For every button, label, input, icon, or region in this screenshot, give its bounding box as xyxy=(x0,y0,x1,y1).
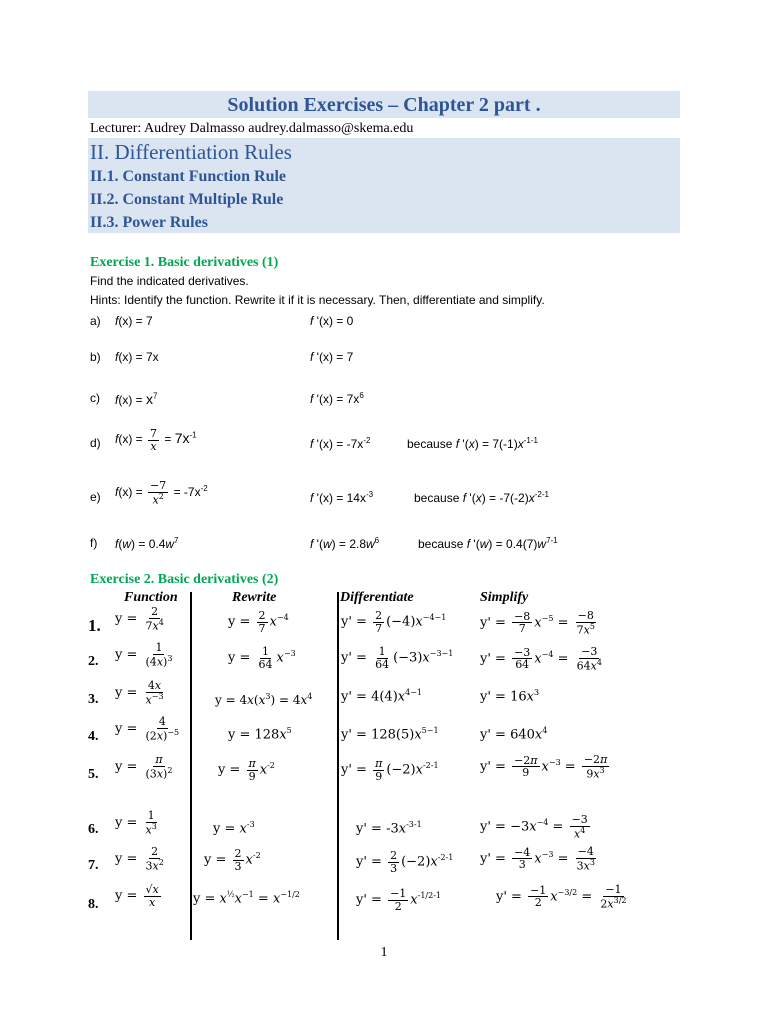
row-8-function: y = $\frac{√x}{x}$ xyxy=(115,883,159,909)
row-4-rewrite: $y = 128x^5$ xyxy=(228,726,292,743)
row-2-function: y = $\frac{1}{(4x)^3}$ xyxy=(115,641,173,669)
row-8-differentiate: y' = $\frac{-1}{2}$ $x^{-1/2-1}$ xyxy=(356,887,442,913)
row-8-label: 8. xyxy=(88,897,99,912)
lecturer-line: Lecturer: Audrey Dalmasso audrey.dalmasso@skema.edu xyxy=(90,121,414,136)
row-1-label: 1. xyxy=(88,616,101,635)
row-5-simplify: y' = $\frac{-2\pi}{9}$ $x^{-3}$ = $\frac{-2\pi}{9x^3}$ xyxy=(480,753,608,781)
page-number: 1 xyxy=(380,945,388,960)
exercise-1-title: Exercise 1. Basic derivatives (1) xyxy=(90,255,279,270)
section-heading: II. Differentiation Rules xyxy=(90,140,292,164)
row-6-label: 6. xyxy=(88,822,99,837)
row-5-differentiate: y' = $\frac{\pi}{9}$ $(-2)x^{-2-1}$ xyxy=(341,757,439,783)
column-divider-1 xyxy=(190,592,192,940)
subsection-2: II.2. Constant Multiple Rule xyxy=(90,191,284,208)
document-title: Solution Exercises – Chapter 2 part . xyxy=(227,94,541,116)
row-1-simplify: y' = $\frac{-8}{7}$ $x^{-5}$ = $\frac{-8}{7x^5}$ xyxy=(480,609,595,637)
subsection-1: II.1. Constant Function Rule xyxy=(90,168,287,185)
column-divider-2 xyxy=(337,592,339,940)
row-1-differentiate: y' = $\frac{2}{7}$ $(-4)x^{-4-1}$ xyxy=(341,609,447,635)
row-3-label: 3. xyxy=(88,692,99,707)
row-4-label: 4. xyxy=(88,729,99,744)
column-header-function: Function xyxy=(124,590,178,605)
row-8-simplify: y' = $\frac{-1}{2}$ $x^{-3/2}$ = $\frac{-1}{2x^{3/2}}$ xyxy=(496,883,627,911)
row-3-function: y = $\frac{4x}{x^{-3}}$ xyxy=(115,679,164,707)
because-label-e: because xyxy=(414,491,460,505)
row-1-rewrite: y = $\frac{2}{7}$ $x^{-4}$ xyxy=(228,609,289,635)
row-6-function: y = $\frac{1}{x^3}$ xyxy=(115,809,157,837)
because-label-f: because xyxy=(418,537,464,551)
row-2-label: 2. xyxy=(88,654,99,669)
row-5-rewrite: y = $\frac{\pi}{9}$ $x^{-2}$ xyxy=(218,757,275,783)
row-5-function: y = $\frac{\pi}{(3x)^2}$ xyxy=(115,753,173,781)
row-7-simplify: y' = $\frac{-4}{3}$ $x^{-3}$ = $\frac{-4}{3x^3}$ xyxy=(480,845,595,873)
subsection-3: II.3. Power Rules xyxy=(90,214,208,231)
exercise-1-hint: Hints: Identify the function. Rewrite it if it is necessary. Then, differentiate and simplify. xyxy=(90,293,545,307)
row-7-rewrite: y = $\frac{2}{3}$ $x^{-2}$ xyxy=(204,847,261,873)
row-7-label: 7. xyxy=(88,858,99,873)
row-7-function: y = $\frac{2}{3x^2}$ xyxy=(115,845,164,873)
row-6-simplify: $y' = -3x^{-4}$ = $\frac{-3}{x^4}$ xyxy=(480,813,588,841)
row-8-rewrite: $y = x^{\frac{1}{2}}x^{-1} = x^{-1/2}$ xyxy=(193,890,300,907)
row-2-rewrite: y = $\frac{1}{64}$ $x^{-3}$ xyxy=(228,645,296,671)
row-2-simplify: y' = $\frac{-3}{64}$ $x^{-4}$ = $\frac{-3}{64x^4}$ xyxy=(480,645,602,673)
row-1-function: y = $\frac{2}{7x^4}$ xyxy=(115,605,164,633)
row-4-function: y = $\frac{4}{(2x)^{-5}}$ xyxy=(115,715,180,743)
row-2-differentiate: y' = $\frac{1}{64}$ $(-3)x^{-3-1}$ xyxy=(341,645,454,671)
row-4-differentiate: $y' = 128(5)x^{5-1}$ xyxy=(341,726,439,743)
row-3-rewrite: $y = 4x(x^3) = 4x^4$ xyxy=(215,692,313,707)
row-3-simplify: $y' = 16x^3$ xyxy=(480,688,540,705)
row-5-label: 5. xyxy=(88,767,99,782)
because-label-d: because xyxy=(407,437,453,451)
row-4-simplify: $y' = 640x^4$ xyxy=(480,726,548,743)
row-7-differentiate: y' = $\frac{2}{3}$ $(-2)x^{-2-1}$ xyxy=(356,849,454,875)
title-band xyxy=(88,91,680,118)
row-6-differentiate: $y' = -3x^{-3-1}$ xyxy=(356,820,422,837)
row-6-rewrite: $y = x^{-3}$ xyxy=(213,820,255,837)
exercise-1-instruction: Find the indicated derivatives. xyxy=(90,274,249,288)
row-3-differentiate: $y' = 4(4)x^{4-1}$ xyxy=(341,688,422,705)
column-header-simplify: Simplify xyxy=(480,590,529,605)
exercise-2-title: Exercise 2. Basic derivatives (2) xyxy=(90,572,279,587)
column-header-differentiate: Differentiate xyxy=(340,590,414,605)
column-header-rewrite: Rewrite xyxy=(232,590,277,605)
